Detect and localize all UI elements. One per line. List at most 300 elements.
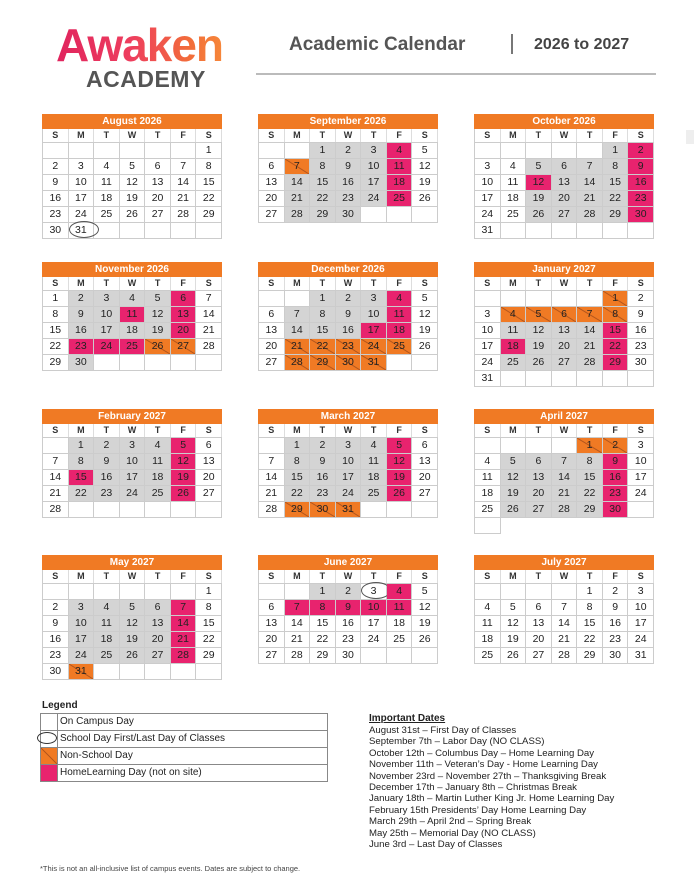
day-cell bbox=[120, 616, 146, 632]
day-cell bbox=[94, 207, 120, 223]
weekday-label: W bbox=[336, 424, 362, 437]
empty-cell bbox=[361, 502, 387, 518]
day-number: 23 bbox=[342, 340, 354, 352]
day-cell bbox=[603, 307, 629, 323]
day-cell bbox=[628, 291, 654, 307]
day-number: 10 bbox=[367, 601, 380, 613]
day-cell bbox=[310, 502, 336, 518]
empty-cell bbox=[120, 664, 146, 680]
weekday-label: T bbox=[577, 277, 603, 290]
day-cell bbox=[475, 648, 501, 664]
day-cell bbox=[577, 355, 603, 371]
empty-cell bbox=[526, 371, 552, 387]
weekday-label: W bbox=[120, 570, 146, 583]
day-cell bbox=[69, 175, 95, 191]
day-number: 1 bbox=[205, 144, 212, 156]
day-cell bbox=[387, 175, 413, 191]
day-cell bbox=[145, 191, 171, 207]
day-cell bbox=[336, 323, 362, 339]
day-cell bbox=[501, 616, 527, 632]
day-cell bbox=[603, 143, 629, 159]
day-number: 5 bbox=[421, 144, 428, 156]
day-cell bbox=[171, 600, 197, 616]
day-number: 17 bbox=[342, 471, 354, 483]
month-header: September 2026 bbox=[258, 114, 438, 129]
day-cell bbox=[577, 600, 603, 616]
weekday-label: S bbox=[628, 424, 654, 437]
empty-cell bbox=[577, 371, 603, 387]
day-number: 1 bbox=[205, 585, 212, 597]
day-cell bbox=[552, 648, 578, 664]
edge-mark bbox=[686, 130, 694, 144]
day-number: 27 bbox=[177, 340, 189, 352]
weekday-header bbox=[258, 570, 438, 583]
day-number: 4 bbox=[396, 144, 403, 156]
day-cell bbox=[475, 502, 501, 518]
day-cell bbox=[412, 159, 438, 175]
day-number: 27 bbox=[265, 208, 278, 220]
day-number: 30 bbox=[342, 649, 354, 661]
day-number: 9 bbox=[345, 160, 351, 172]
day-number: 10 bbox=[342, 455, 354, 467]
empty-cell bbox=[387, 502, 413, 518]
day-cell bbox=[628, 159, 654, 175]
day-number: 26 bbox=[177, 487, 189, 499]
day-number: 24 bbox=[367, 192, 380, 204]
weekday-label: W bbox=[552, 570, 578, 583]
day-number: 6 bbox=[535, 601, 542, 613]
day-cell bbox=[603, 600, 629, 616]
day-cell bbox=[310, 616, 336, 632]
empty-cell bbox=[171, 143, 197, 159]
day-cell bbox=[526, 502, 552, 518]
day-cell bbox=[628, 355, 654, 371]
day-cell bbox=[69, 664, 95, 680]
day-cell bbox=[120, 648, 146, 664]
day-cell bbox=[120, 307, 146, 323]
day-number: 30 bbox=[342, 356, 354, 368]
day-number: 31 bbox=[367, 356, 380, 368]
day-cell bbox=[361, 159, 387, 175]
day-cell bbox=[628, 143, 654, 159]
day-cell bbox=[94, 339, 120, 355]
day-cell bbox=[94, 323, 120, 339]
day-cell bbox=[526, 339, 552, 355]
day-number: 8 bbox=[205, 160, 212, 172]
day-cell bbox=[501, 454, 527, 470]
empty-cell bbox=[120, 502, 146, 518]
day-number: 14 bbox=[291, 617, 303, 629]
day-cell bbox=[196, 307, 222, 323]
day-number: 1 bbox=[319, 292, 326, 304]
day-number: 5 bbox=[421, 292, 428, 304]
weekday-header bbox=[258, 129, 438, 142]
empty-cell bbox=[43, 143, 69, 159]
day-cell bbox=[475, 355, 501, 371]
day-cell bbox=[628, 175, 654, 191]
day-number: 3 bbox=[370, 292, 377, 304]
month-header: November 2026 bbox=[42, 262, 222, 277]
day-number: 23 bbox=[316, 487, 329, 499]
weekday-label: T bbox=[526, 277, 552, 290]
day-number: 12 bbox=[177, 455, 189, 467]
important-date-item: May 25th – Memorial Day (NO CLASS) bbox=[369, 827, 536, 839]
weekday-label: S bbox=[475, 129, 501, 142]
day-cell bbox=[171, 175, 197, 191]
day-number: 11 bbox=[126, 308, 138, 320]
day-cell bbox=[526, 175, 552, 191]
day-number: 16 bbox=[342, 324, 354, 336]
day-number: 4 bbox=[103, 601, 110, 613]
day-number: 5 bbox=[129, 601, 135, 613]
day-number: 7 bbox=[180, 160, 187, 172]
day-number: 16 bbox=[342, 617, 354, 629]
day-number: 20 bbox=[202, 471, 215, 483]
empty-cell bbox=[171, 584, 197, 600]
day-cell bbox=[475, 600, 501, 616]
day-number: 28 bbox=[291, 208, 303, 220]
weekday-header bbox=[42, 129, 222, 142]
day-cell bbox=[336, 648, 362, 664]
legend-swatch bbox=[41, 714, 58, 730]
weekday-label: T bbox=[310, 424, 336, 437]
important-date-item: December 17th – January 8th – Christmas Break bbox=[369, 782, 577, 794]
day-grid bbox=[474, 142, 654, 239]
day-number: 28 bbox=[583, 208, 596, 220]
day-number: 18 bbox=[393, 176, 405, 188]
month-calendar bbox=[474, 114, 654, 239]
day-number: 19 bbox=[393, 471, 405, 483]
day-cell bbox=[120, 470, 146, 486]
empty-cell bbox=[120, 584, 146, 600]
day-cell bbox=[196, 191, 222, 207]
day-cell bbox=[603, 486, 629, 502]
day-cell bbox=[387, 486, 413, 502]
day-cell bbox=[577, 438, 603, 454]
day-number: 17 bbox=[126, 471, 138, 483]
day-cell bbox=[336, 307, 362, 323]
day-number: 26 bbox=[151, 340, 164, 352]
day-number: 22 bbox=[316, 192, 329, 204]
month-calendar bbox=[474, 262, 654, 387]
day-number: 16 bbox=[75, 324, 87, 336]
weekday-label: S bbox=[412, 129, 438, 142]
day-cell bbox=[501, 339, 527, 355]
day-number: 30 bbox=[49, 224, 62, 236]
day-number: 7 bbox=[293, 601, 300, 613]
day-number: 18 bbox=[100, 633, 113, 645]
day-number: 22 bbox=[202, 192, 215, 204]
weekday-label: W bbox=[120, 277, 146, 290]
day-cell bbox=[387, 323, 413, 339]
day-cell bbox=[145, 632, 171, 648]
day-number: 4 bbox=[370, 439, 377, 451]
weekday-label: M bbox=[69, 277, 95, 290]
day-cell bbox=[552, 470, 578, 486]
month-header: March 2027 bbox=[258, 409, 438, 424]
day-number: 21 bbox=[291, 192, 303, 204]
day-cell bbox=[196, 454, 222, 470]
empty-cell bbox=[196, 664, 222, 680]
legend-swatch bbox=[41, 765, 58, 781]
day-number: 27 bbox=[151, 649, 164, 661]
day-number: 16 bbox=[634, 176, 647, 188]
day-cell bbox=[336, 632, 362, 648]
day-cell bbox=[310, 355, 336, 371]
important-date-item: November 23rd – November 27th – Thanksgiving Break bbox=[369, 770, 607, 782]
day-cell bbox=[412, 307, 438, 323]
weekday-label: W bbox=[552, 129, 578, 142]
empty-cell bbox=[412, 207, 438, 223]
empty-cell bbox=[412, 355, 438, 371]
weekday-header bbox=[258, 277, 438, 290]
empty-cell bbox=[387, 648, 413, 664]
weekday-label: T bbox=[94, 424, 120, 437]
day-number: 30 bbox=[75, 356, 87, 368]
day-cell bbox=[94, 159, 120, 175]
day-number: 13 bbox=[558, 324, 570, 336]
day-number: 22 bbox=[291, 487, 303, 499]
empty-cell bbox=[501, 143, 527, 159]
day-number: 6 bbox=[421, 439, 428, 451]
day-number: 15 bbox=[583, 617, 596, 629]
day-number: 14 bbox=[291, 324, 303, 336]
day-number: 1 bbox=[319, 585, 326, 597]
day-number: 8 bbox=[319, 601, 326, 613]
day-cell bbox=[577, 207, 603, 223]
empty-cell bbox=[361, 648, 387, 664]
day-number: 29 bbox=[202, 649, 215, 661]
empty-cell bbox=[69, 584, 95, 600]
day-number: 7 bbox=[561, 455, 567, 467]
day-cell bbox=[361, 191, 387, 207]
day-grid bbox=[42, 290, 222, 371]
day-number: 27 bbox=[265, 649, 278, 661]
day-number: 29 bbox=[316, 356, 329, 368]
day-cell bbox=[145, 175, 171, 191]
day-cell bbox=[145, 159, 171, 175]
day-number: 17 bbox=[481, 340, 494, 352]
weekday-label: T bbox=[94, 570, 120, 583]
day-cell bbox=[171, 486, 197, 502]
day-number: 15 bbox=[316, 176, 329, 188]
day-number: 20 bbox=[177, 324, 189, 336]
day-cell bbox=[310, 648, 336, 664]
day-cell bbox=[577, 616, 603, 632]
day-number: 20 bbox=[265, 192, 278, 204]
day-cell bbox=[336, 143, 362, 159]
day-number: 5 bbox=[421, 585, 428, 597]
weekday-label: F bbox=[387, 424, 413, 437]
day-cell bbox=[412, 191, 438, 207]
empty-cell bbox=[501, 584, 527, 600]
month-calendar bbox=[42, 555, 222, 680]
day-number: 17 bbox=[100, 324, 113, 336]
weekday-label: F bbox=[171, 424, 197, 437]
day-cell bbox=[259, 486, 285, 502]
weekday-label: T bbox=[361, 424, 387, 437]
day-cell bbox=[475, 632, 501, 648]
day-cell bbox=[94, 175, 120, 191]
day-number: 13 bbox=[151, 176, 164, 188]
day-number: 11 bbox=[507, 176, 519, 188]
day-number: 10 bbox=[481, 176, 494, 188]
day-cell bbox=[603, 502, 629, 518]
weekday-label: T bbox=[145, 424, 171, 437]
day-cell bbox=[552, 207, 578, 223]
important-dates-title: Important Dates bbox=[369, 713, 446, 724]
day-cell bbox=[69, 470, 95, 486]
day-cell bbox=[259, 600, 285, 616]
day-number: 20 bbox=[265, 340, 278, 352]
weekday-label: M bbox=[501, 570, 527, 583]
day-cell bbox=[412, 584, 438, 600]
day-cell bbox=[475, 307, 501, 323]
empty-cell bbox=[120, 223, 146, 239]
month-header: October 2026 bbox=[474, 114, 654, 129]
day-cell bbox=[475, 470, 501, 486]
day-cell bbox=[526, 486, 552, 502]
day-number: 11 bbox=[100, 617, 112, 629]
day-number: 29 bbox=[316, 208, 329, 220]
day-number: 9 bbox=[77, 308, 84, 320]
day-cell bbox=[43, 355, 69, 371]
day-cell bbox=[196, 486, 222, 502]
day-number: 7 bbox=[268, 455, 275, 467]
day-number: 22 bbox=[49, 340, 62, 352]
day-cell bbox=[196, 291, 222, 307]
day-cell bbox=[310, 323, 336, 339]
important-date-item: March 29th – April 2nd – Spring Break bbox=[369, 816, 532, 828]
day-number: 26 bbox=[532, 208, 545, 220]
weekday-label: T bbox=[577, 129, 603, 142]
day-number: 15 bbox=[202, 176, 215, 188]
day-cell bbox=[361, 339, 387, 355]
day-number: 21 bbox=[583, 340, 596, 352]
day-cell bbox=[310, 438, 336, 454]
day-cell bbox=[577, 502, 603, 518]
day-number: 4 bbox=[154, 439, 161, 451]
day-cell bbox=[577, 632, 603, 648]
weekday-label: S bbox=[412, 424, 438, 437]
weekday-label: S bbox=[43, 129, 69, 142]
day-number: 15 bbox=[609, 176, 621, 188]
day-cell bbox=[475, 339, 501, 355]
day-cell bbox=[171, 648, 197, 664]
day-number: 9 bbox=[345, 601, 351, 613]
day-number: 7 bbox=[180, 601, 187, 613]
day-number: 25 bbox=[481, 649, 494, 661]
day-grid bbox=[258, 583, 438, 664]
day-cell bbox=[120, 339, 146, 355]
day-number: 3 bbox=[77, 160, 84, 172]
day-cell bbox=[259, 191, 285, 207]
day-cell bbox=[412, 470, 438, 486]
day-cell bbox=[145, 616, 171, 632]
day-number: 28 bbox=[291, 356, 303, 368]
empty-cell bbox=[526, 223, 552, 239]
day-cell bbox=[145, 648, 171, 664]
day-cell bbox=[387, 600, 413, 616]
important-date-item: August 31st – First Day of Classes bbox=[369, 725, 517, 736]
day-number: 7 bbox=[205, 292, 212, 304]
day-cell bbox=[501, 470, 527, 486]
day-number: 22 bbox=[609, 340, 621, 352]
day-number: 21 bbox=[49, 487, 62, 499]
day-number: 2 bbox=[77, 292, 84, 304]
day-number: 17 bbox=[75, 192, 87, 204]
day-cell bbox=[475, 616, 501, 632]
empty-cell bbox=[259, 438, 285, 454]
weekday-label: S bbox=[628, 277, 654, 290]
day-cell bbox=[43, 323, 69, 339]
day-grid bbox=[258, 290, 438, 371]
weekday-label: F bbox=[603, 129, 629, 142]
day-cell bbox=[120, 291, 146, 307]
day-cell bbox=[94, 648, 120, 664]
day-cell bbox=[69, 355, 95, 371]
day-cell bbox=[412, 632, 438, 648]
day-cell bbox=[196, 175, 222, 191]
day-cell bbox=[501, 207, 527, 223]
day-cell bbox=[285, 175, 311, 191]
day-cell bbox=[361, 486, 387, 502]
day-cell bbox=[310, 175, 336, 191]
empty-cell bbox=[69, 502, 95, 518]
day-number: 25 bbox=[100, 208, 113, 220]
day-number: 13 bbox=[265, 617, 278, 629]
day-number: 25 bbox=[151, 487, 164, 499]
day-number: 20 bbox=[532, 633, 545, 645]
day-number: 21 bbox=[558, 487, 570, 499]
day-cell bbox=[552, 486, 578, 502]
day-cell bbox=[94, 470, 120, 486]
day-number: 11 bbox=[368, 455, 380, 467]
day-number: 9 bbox=[52, 617, 59, 629]
day-number: 18 bbox=[507, 192, 519, 204]
empty-cell bbox=[285, 143, 311, 159]
day-cell bbox=[120, 600, 146, 616]
day-cell bbox=[43, 159, 69, 175]
day-number: 3 bbox=[484, 160, 491, 172]
day-cell bbox=[69, 339, 95, 355]
day-number: 29 bbox=[291, 503, 303, 515]
empty-cell bbox=[69, 143, 95, 159]
day-number: 5 bbox=[129, 160, 135, 172]
weekday-label: T bbox=[94, 129, 120, 142]
day-number: 16 bbox=[49, 192, 62, 204]
day-number: 17 bbox=[367, 176, 380, 188]
empty-cell bbox=[475, 291, 501, 307]
empty-cell bbox=[94, 502, 120, 518]
day-cell bbox=[285, 307, 311, 323]
day-number: 22 bbox=[583, 487, 596, 499]
day-number: 8 bbox=[612, 160, 619, 172]
day-cell bbox=[285, 486, 311, 502]
day-number: 19 bbox=[418, 617, 431, 629]
empty-cell bbox=[577, 223, 603, 239]
day-number: 11 bbox=[393, 601, 405, 613]
legend-label: Non-School Day bbox=[60, 750, 133, 761]
day-cell bbox=[628, 191, 654, 207]
day-number: 13 bbox=[532, 471, 545, 483]
day-cell bbox=[43, 191, 69, 207]
day-cell bbox=[171, 207, 197, 223]
day-number: 7 bbox=[586, 308, 593, 320]
weekday-label: S bbox=[43, 570, 69, 583]
day-cell bbox=[475, 207, 501, 223]
day-cell bbox=[387, 159, 413, 175]
